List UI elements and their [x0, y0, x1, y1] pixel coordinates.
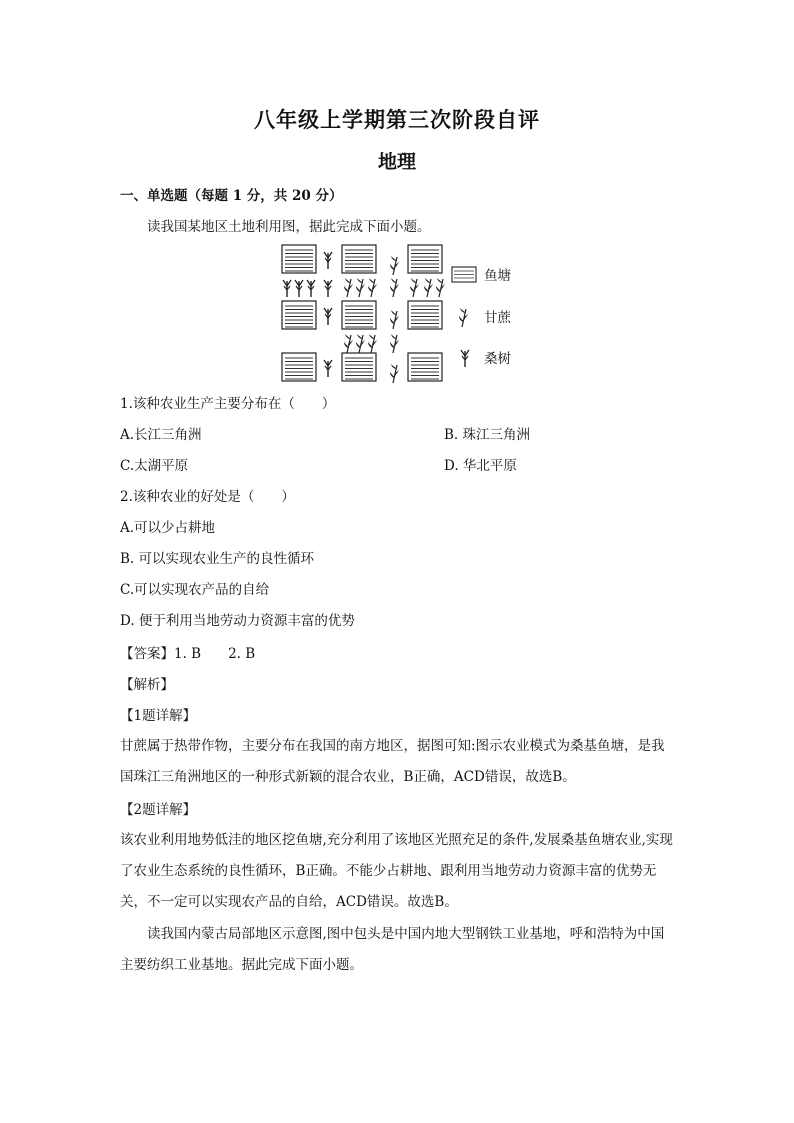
legend-label-sugarcane: 甘蔗	[484, 310, 511, 326]
mulberry-cell	[324, 252, 332, 269]
question-2-option-a: A.可以少占耕地	[120, 520, 216, 536]
pond-cell	[282, 301, 316, 329]
question-intro-2: 读我国内蒙古局部地区示意图,图中包头是中国内地大型钢铁工业基地，呼和浩特为中国主要纺织工业基地。据此完成下面小题。	[120, 926, 665, 973]
legend-label-mulberry: 桑树	[484, 351, 511, 367]
legend	[452, 267, 511, 367]
sugarcane-icon	[459, 308, 470, 327]
mulberry-row	[283, 280, 332, 297]
question-2-option-b: B. 可以实现农业生产的良性循环	[120, 551, 315, 567]
question-1-option-c: C.太湖平原	[120, 458, 189, 474]
section-heading: 一、单选题（每题 1 分，共 20 分）	[120, 188, 343, 204]
question-1-option-d: D. 华北平原	[444, 458, 517, 474]
detail-2-label: 【2题详解】	[120, 802, 197, 818]
mulberry-cell	[324, 360, 332, 377]
question-1-stem: 1.该种农业生产主要分布在（ ）	[120, 396, 336, 412]
pond-cell	[408, 353, 442, 381]
sugarcane-row	[344, 334, 401, 353]
legend-label-fish-pond: 鱼塘	[484, 268, 511, 284]
detail-2-text: 该农业利用地势低洼的地区挖鱼塘,充分利用了该地区光照充足的条件,发展桑基鱼塘农业,实现了农业生态系统的良性循环，B正确。不能少占耕地、跟利用当地劳动力资源丰富的优势无关，不一定可以实现农产品的自给，ACD错误。故选B。	[120, 832, 673, 910]
pond-cell	[408, 245, 442, 273]
answer-line: 【答案】1. B 2. B	[120, 646, 256, 662]
question-1-option-b: B. 珠江三角洲	[444, 427, 531, 443]
land-use-figure	[278, 239, 538, 389]
exam-title: 八年级上学期第三次阶段自评	[254, 107, 540, 132]
detail-1-label: 【1题详解】	[120, 708, 197, 724]
pond-cell	[342, 301, 376, 329]
question-2-stem: 2.该种农业的好处是（ ）	[120, 489, 295, 505]
pond-cell	[282, 245, 316, 273]
sugarcane-cell	[390, 310, 401, 329]
question-intro: 读我国某地区土地利用图，据此完成下面小题。	[147, 219, 431, 235]
pond-cell	[408, 301, 442, 329]
analysis-label: 【解析】	[120, 677, 174, 693]
mulberry-cell	[324, 308, 332, 325]
sugarcane-row	[344, 278, 447, 297]
fish-pond-icon	[452, 267, 476, 282]
pond-cell	[342, 245, 376, 273]
subject-title: 地理	[377, 151, 416, 173]
question-1-option-a: A.长江三角洲	[120, 427, 202, 443]
question-2-option-c: C.可以实现农产品的自给	[120, 582, 270, 598]
detail-1-text: 甘蔗属于热带作物，主要分布在我国的南方地区，据图可知:图示农业模式为桑基鱼塘，是我国珠江三角洲地区的一种形式新颖的混合农业，B正确，ACD错误，故选B。	[120, 738, 665, 785]
sugarcane-cell	[390, 256, 401, 275]
pond-cell	[282, 353, 316, 381]
pond-cell	[342, 353, 376, 381]
mulberry-tree-icon	[461, 350, 469, 367]
question-2-option-d: D. 便于利用当地劳动力资源丰富的优势	[120, 613, 355, 629]
sugarcane-cell	[390, 364, 401, 383]
